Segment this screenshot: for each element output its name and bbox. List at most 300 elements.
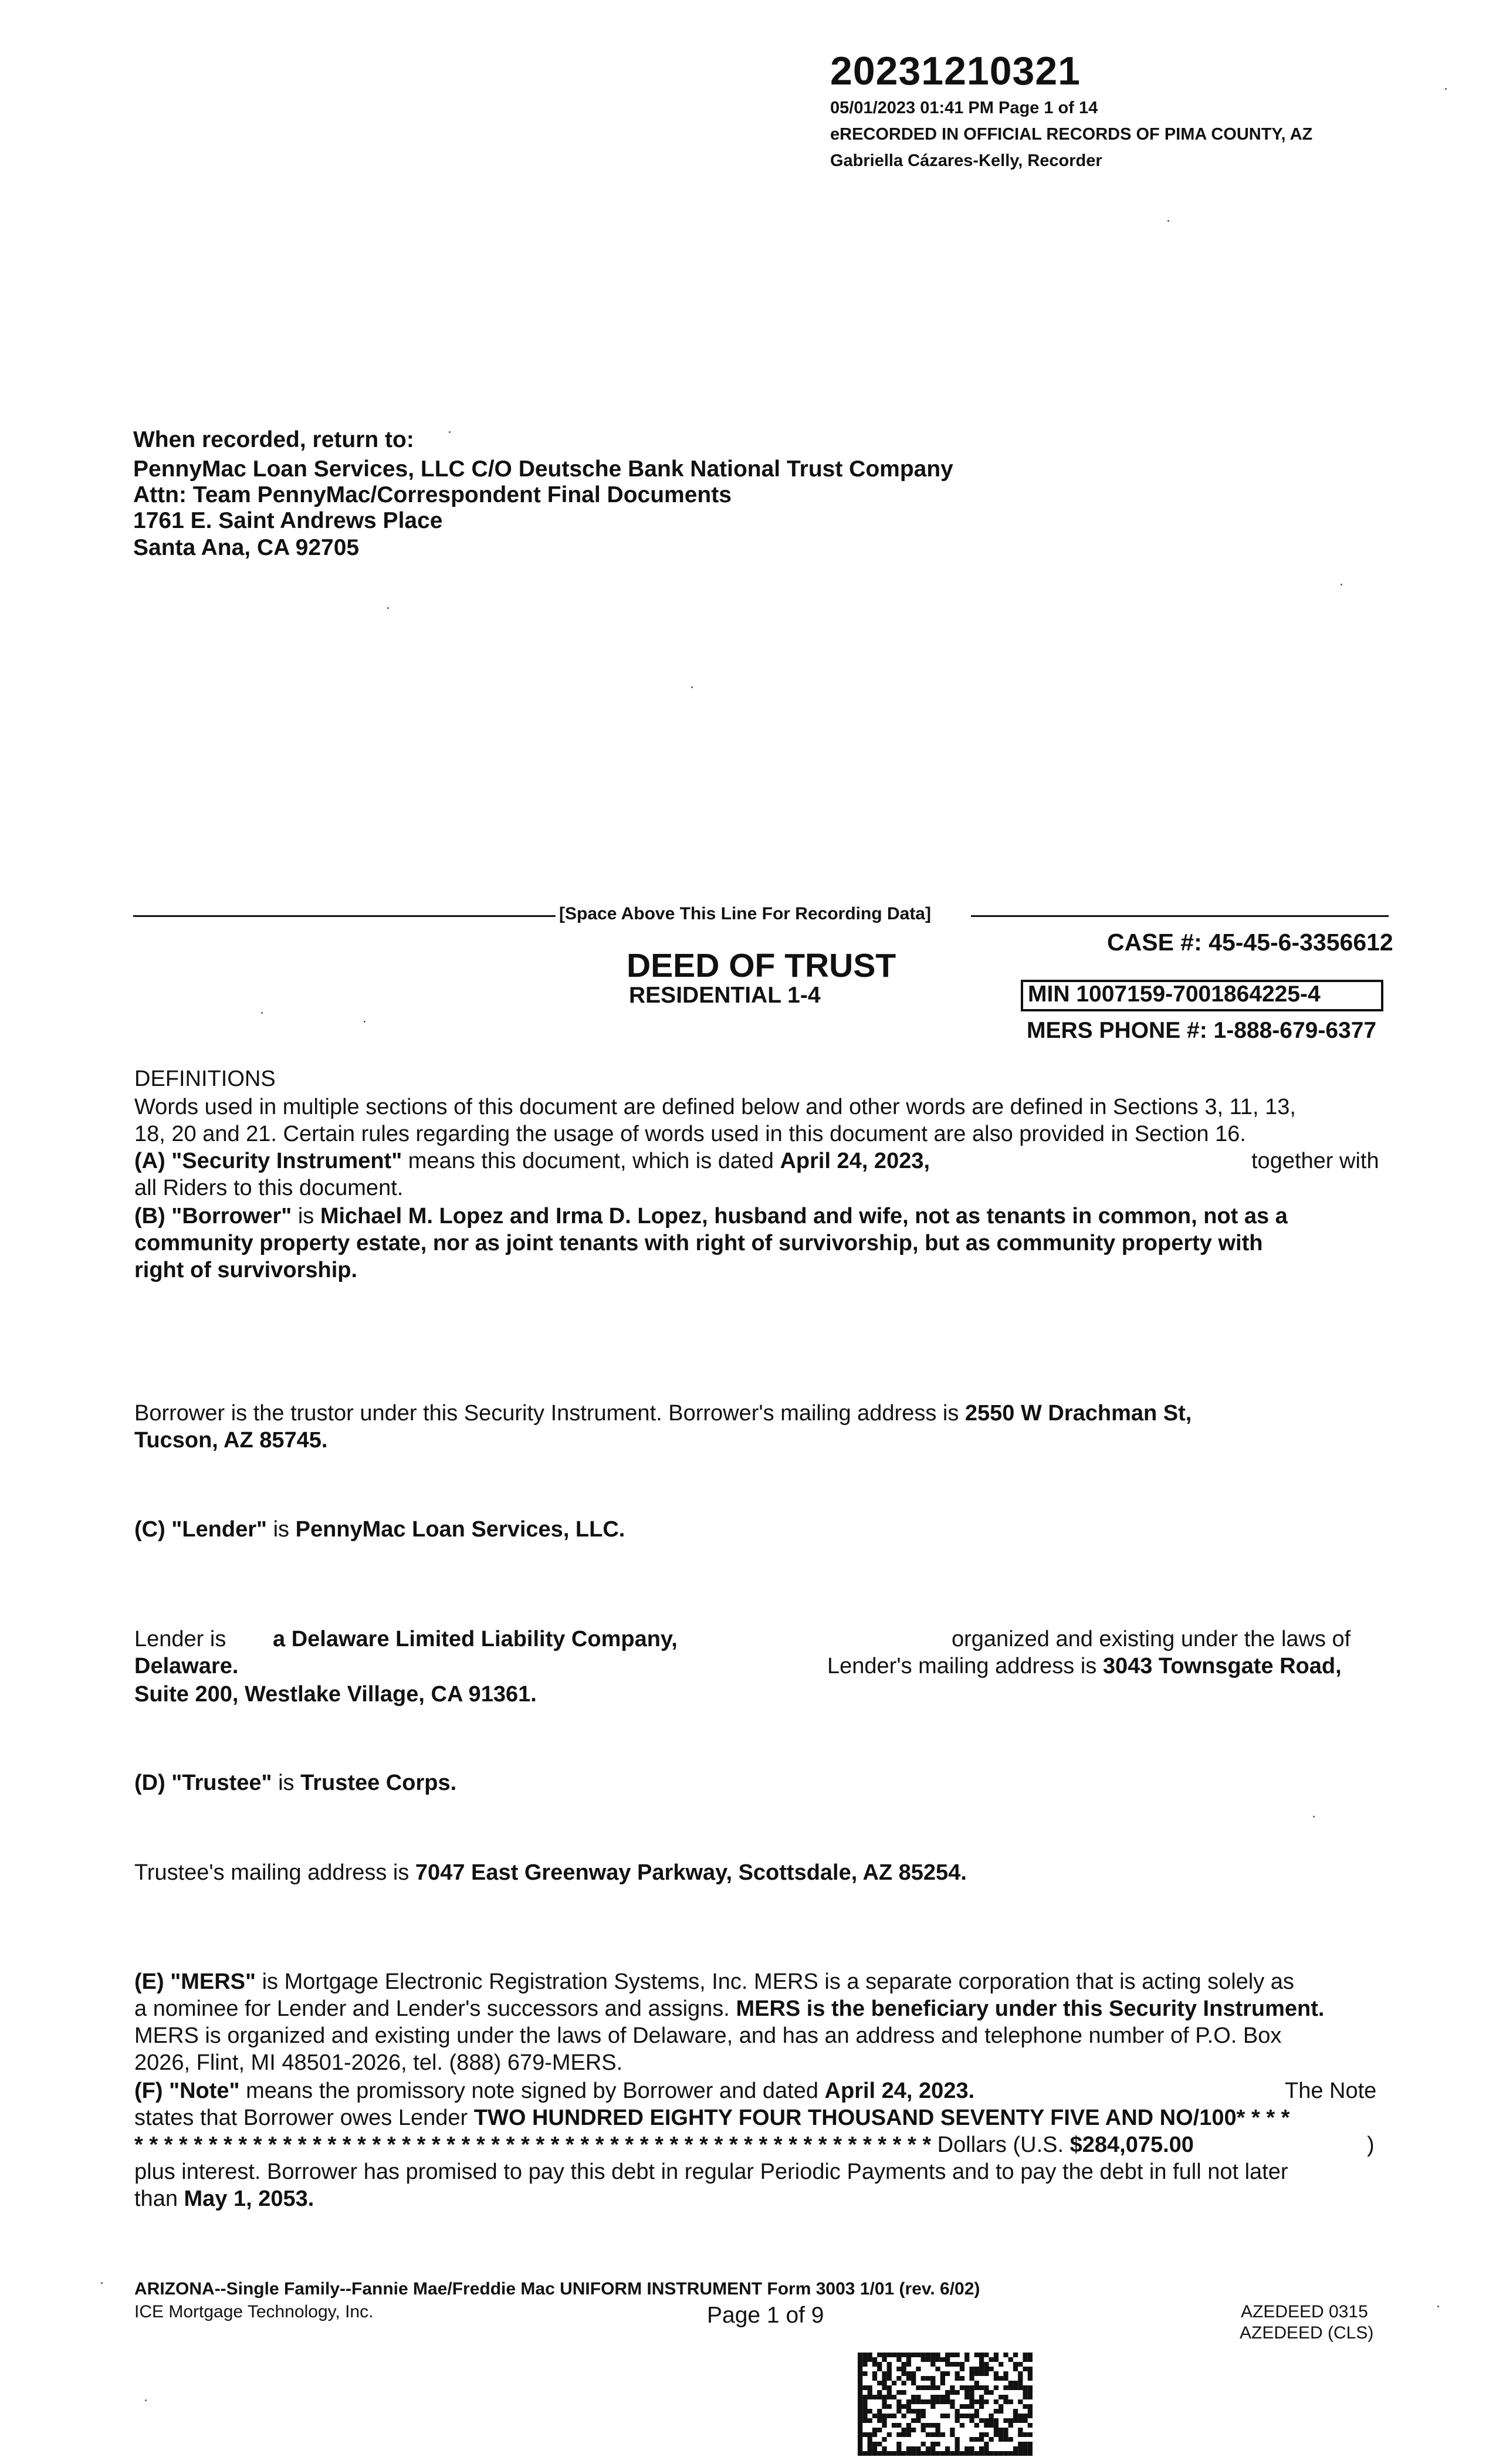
barcode-module	[862, 2357, 867, 2362]
barcode-module	[935, 2442, 940, 2446]
scan-speck	[261, 1012, 263, 1014]
barcode-module	[877, 2428, 882, 2432]
barcode-module	[916, 2385, 920, 2390]
barcode-module	[882, 2357, 886, 2362]
barcode-module	[1008, 2381, 1013, 2385]
barcode-module	[974, 2414, 979, 2418]
barcode-module	[999, 2362, 1003, 2367]
trustor-text: Borrower is the trustor under this Security Instrument. Borrower's mailing address is	[134, 1401, 965, 1426]
barcode-module	[940, 2432, 945, 2437]
barcode-module	[950, 2399, 955, 2404]
barcode-module	[930, 2362, 935, 2367]
barcode-module	[896, 2442, 901, 2446]
barcode-module	[989, 2437, 994, 2442]
barcode-module	[1028, 2404, 1033, 2409]
barcode-module	[1008, 2357, 1013, 2362]
barcode-module	[930, 2432, 935, 2437]
barcode-module	[979, 2353, 984, 2357]
footer-form: ARIZONA--Single Family--Fannie Mae/Freddie Mac UNIFORM INSTRUMENT Form 3003 1/01 (rev. 6/02)	[134, 2279, 980, 2299]
barcode-module	[974, 2409, 979, 2414]
barcode-module	[887, 2367, 892, 2371]
lender-address-2: Suite 200, Westlake Village, CA 91361.	[134, 1682, 537, 1707]
barcode-module	[979, 2404, 984, 2409]
barcode-module	[984, 2390, 989, 2395]
barcode-module	[1023, 2446, 1027, 2451]
barcode-module	[882, 2376, 886, 2381]
barcode-module	[945, 2357, 950, 2362]
barcode-module	[1023, 2442, 1027, 2446]
barcode-module	[906, 2353, 911, 2357]
barcode-module	[955, 2376, 960, 2381]
barcode-module	[862, 2414, 867, 2418]
barcode-module	[999, 2437, 1003, 2442]
barcode-module	[902, 2414, 906, 2418]
barcode-module	[969, 2385, 974, 2390]
barcode-module	[858, 2353, 862, 2357]
barcode-module	[1003, 2418, 1008, 2423]
barcode-module	[1013, 2409, 1018, 2414]
barcode-module	[974, 2367, 979, 2371]
barcode-module	[1028, 2357, 1033, 2362]
barcode-module	[887, 2376, 892, 2381]
barcode-module	[1028, 2451, 1033, 2456]
definition-a	[134, 1147, 930, 1175]
barcode-module	[969, 2404, 974, 2409]
barcode-module	[872, 2414, 877, 2418]
barcode-module	[964, 2390, 969, 2395]
barcode-module	[862, 2395, 867, 2399]
barcode-module	[868, 2418, 872, 2423]
barcode-module	[858, 2418, 862, 2423]
barcode-module	[906, 2404, 911, 2409]
footer-code-1: AZEDEED 0315	[1241, 2302, 1368, 2321]
barcode-module	[921, 2409, 926, 2414]
definition-d-is: is	[272, 1771, 301, 1795]
barcode-module	[877, 2395, 882, 2399]
barcode-module	[1028, 2432, 1033, 2437]
barcode-module	[1013, 2353, 1018, 2357]
scan-speck	[449, 431, 451, 433]
recording-number: 20231210321	[830, 49, 1081, 93]
barcode-module	[872, 2442, 877, 2446]
trustor-line	[134, 1399, 1192, 1427]
mers-phone: MERS PHONE #: 1-888-679-6377	[1027, 1018, 1377, 1043]
barcode-module	[955, 2414, 960, 2418]
barcode-module	[974, 2353, 979, 2357]
barcode-module	[1023, 2418, 1027, 2423]
barcode-module	[911, 2409, 916, 2414]
barcode-module	[1028, 2371, 1033, 2376]
barcode-module	[902, 2432, 906, 2437]
borrower-names-line-1: Michael M. Lopez and Irma D. Lopez, husband and wife, not as tenants in common, not as a	[320, 1204, 1288, 1228]
barcode-module	[882, 2446, 886, 2451]
barcode-module	[964, 2446, 969, 2451]
footer-vendor: ICE Mortgage Technology, Inc.	[134, 2302, 374, 2321]
barcode-module	[979, 2395, 984, 2399]
definition-c-label: (C) "Lender"	[134, 1517, 268, 1542]
barcode-module	[984, 2385, 989, 2390]
scan-speck	[364, 1021, 365, 1023]
definition-a-line-2: all Riders to this document.	[134, 1176, 404, 1200]
barcode-module	[916, 2451, 920, 2456]
barcode-module	[862, 2432, 867, 2437]
security-instrument-date: April 24, 2023,	[780, 1149, 930, 1173]
barcode-module	[921, 2353, 926, 2357]
barcode-module	[999, 2428, 1003, 2432]
barcode-module	[892, 2395, 896, 2399]
definition-e-label: (E) "MERS"	[134, 1969, 256, 1994]
lender-state: Delaware.	[134, 1654, 239, 1678]
barcode-module	[979, 2357, 984, 2362]
barcode-module	[882, 2404, 886, 2409]
barcode-module	[960, 2362, 964, 2367]
barcode-module	[858, 2390, 862, 2395]
barcode-module	[960, 2414, 964, 2418]
barcode-module	[906, 2446, 911, 2451]
barcode-module	[872, 2432, 877, 2437]
barcode-module	[989, 2418, 994, 2423]
barcode-module	[950, 2385, 955, 2390]
barcode-module	[1018, 2414, 1023, 2418]
trustee-mailing	[134, 1859, 967, 1887]
barcode-module	[955, 2409, 960, 2414]
barcode-module	[862, 2353, 867, 2357]
barcode-module	[969, 2414, 974, 2418]
note-amount-words: TWO HUNDRED EIGHTY FOUR THOUSAND SEVENTY FIVE AND NO/100* * * *	[473, 2106, 1290, 2130]
barcode-module	[896, 2376, 901, 2381]
definition-b	[134, 1202, 1288, 1230]
definition-e-line-3: MERS is organized and existing under the laws of Delaware, and has an address and telephone number of P.O. Box	[134, 2023, 1282, 2048]
barcode-module	[999, 2376, 1003, 2381]
scan-speck	[1445, 88, 1447, 90]
barcode-module	[960, 2423, 964, 2428]
barcode-module	[887, 2414, 892, 2418]
barcode-module	[882, 2418, 886, 2423]
min-number: MIN 1007159-7001864225-4	[1028, 981, 1321, 1007]
barcode-module	[964, 2414, 969, 2418]
barcode-module	[902, 2367, 906, 2371]
barcode-module	[872, 2371, 877, 2376]
scan-speck	[145, 2399, 147, 2401]
barcode-module	[935, 2451, 940, 2456]
barcode-module	[945, 2414, 950, 2418]
barcode-module	[896, 2404, 901, 2409]
barcode-module	[868, 2451, 872, 2456]
barcode-module	[877, 2409, 882, 2414]
barcode-module	[984, 2432, 989, 2437]
barcode-module	[979, 2451, 984, 2456]
barcode-module	[979, 2437, 984, 2442]
barcode-module	[926, 2423, 930, 2428]
barcode-module	[999, 2409, 1003, 2414]
barcode-module	[940, 2381, 945, 2385]
barcode-module	[1008, 2423, 1013, 2428]
barcode-module	[911, 2353, 916, 2357]
barcode-module	[1003, 2376, 1008, 2381]
barcode-module	[868, 2353, 872, 2357]
barcode-module	[964, 2353, 969, 2357]
barcode-module	[1028, 2385, 1033, 2390]
barcode-module	[935, 2423, 940, 2428]
barcode-module	[1013, 2451, 1018, 2456]
barcode-module	[930, 2446, 935, 2451]
barcode-module	[906, 2423, 911, 2428]
barcode-module	[969, 2376, 974, 2381]
barcode-module	[858, 2376, 862, 2381]
barcode-module	[921, 2385, 926, 2390]
barcode-module	[1018, 2446, 1023, 2451]
return-to-heading: When recorded, return to:	[133, 427, 414, 452]
barcode-module	[984, 2418, 989, 2423]
barcode-module	[902, 2390, 906, 2395]
maturity-date: May 1, 2053.	[184, 2187, 314, 2211]
barcode-module	[989, 2357, 994, 2362]
barcode-module	[1003, 2432, 1008, 2437]
barcode-module	[858, 2442, 862, 2446]
barcode-module	[1013, 2362, 1018, 2367]
barcode-module	[974, 2423, 979, 2428]
definition-a-text: means this document, which is dated	[402, 1149, 780, 1173]
barcode-module	[882, 2414, 886, 2418]
barcode-module	[921, 2357, 926, 2362]
barcode-module	[926, 2376, 930, 2381]
recorder-name: Gabriella Cázares-Kelly, Recorder	[830, 151, 1102, 170]
barcode-module	[930, 2442, 935, 2446]
barcode-module	[974, 2451, 979, 2456]
barcode-module	[1013, 2414, 1018, 2418]
barcode-module	[887, 2404, 892, 2409]
barcode-module	[1018, 2362, 1023, 2367]
barcode-module	[994, 2385, 999, 2390]
barcode-module	[935, 2428, 940, 2432]
borrower-names-line-3: right of survivorship.	[134, 1258, 358, 1282]
barcode-module	[994, 2357, 999, 2362]
2d-barcode-icon	[858, 2353, 1033, 2456]
barcode-module	[862, 2385, 867, 2390]
barcode-module	[945, 2362, 950, 2367]
document-subtitle: RESIDENTIAL 1-4	[629, 983, 821, 1008]
barcode-module	[974, 2371, 979, 2376]
barcode-module	[960, 2376, 964, 2381]
barcode-module	[1013, 2385, 1018, 2390]
barcode-module	[955, 2418, 960, 2423]
barcode-module	[858, 2446, 862, 2451]
barcode-module	[887, 2390, 892, 2395]
barcode-module	[882, 2437, 886, 2442]
barcode-module	[906, 2409, 911, 2414]
barcode-module	[1023, 2357, 1027, 2362]
barcode-module	[858, 2437, 862, 2442]
barcode-module	[906, 2362, 911, 2367]
borrower-names-line-2: community property estate, nor as joint tenants with right of survivorship, but as community property with	[134, 1231, 1263, 1255]
barcode-module	[906, 2451, 911, 2456]
barcode-module	[1018, 2385, 1023, 2390]
barcode-module	[858, 2423, 862, 2428]
barcode-module	[887, 2353, 892, 2357]
barcode-module	[969, 2446, 974, 2451]
lender-type: a Delaware Limited Liability Company,	[273, 1627, 678, 1651]
barcode-module	[935, 2367, 940, 2371]
barcode-module	[930, 2357, 935, 2362]
barcode-module	[872, 2395, 877, 2399]
barcode-module	[872, 2451, 877, 2456]
barcode-module	[911, 2428, 916, 2432]
barcode-module	[950, 2451, 955, 2456]
barcode-module	[877, 2418, 882, 2423]
barcode-module	[969, 2437, 974, 2442]
barcode-module	[1028, 2353, 1033, 2357]
barcode-module	[979, 2399, 984, 2404]
barcode-module	[868, 2390, 872, 2395]
barcode-module	[858, 2395, 862, 2399]
barcode-module	[984, 2367, 989, 2371]
lender-mailing-label: Lender's mailing address is	[827, 1654, 1103, 1678]
barcode-module	[984, 2446, 989, 2451]
barcode-module	[906, 2376, 911, 2381]
barcode-module	[950, 2428, 955, 2432]
definition-e-line-4: 2026, Flint, MI 48501-2026, tel. (888) 679-MERS.	[134, 2050, 623, 2075]
definitions-intro-2: 18, 20 and 21. Certain rules regarding the usage of words used in this document are also provided in Section 16.	[134, 1122, 1246, 1146]
barcode-module	[868, 2437, 872, 2442]
barcode-module	[877, 2381, 882, 2385]
barcode-module	[964, 2404, 969, 2409]
barcode-module	[868, 2442, 872, 2446]
scan-speck	[691, 686, 693, 688]
barcode-module	[945, 2451, 950, 2456]
barcode-module	[911, 2381, 916, 2385]
barcode-module	[945, 2395, 950, 2399]
barcode-module	[858, 2385, 862, 2390]
barcode-module	[896, 2390, 901, 2395]
barcode-module	[940, 2357, 945, 2362]
return-to-line-2: Attn: Team PennyMac/Correspondent Final Documents	[133, 482, 732, 507]
definition-a-tail: together with	[1251, 1149, 1379, 1173]
barcode-module	[921, 2414, 926, 2418]
definition-f-text: means the promissory note signed by Borrower and dated	[239, 2079, 825, 2103]
lender-address-1: 3043 Townsgate Road,	[1102, 1654, 1342, 1678]
barcode-module	[921, 2399, 926, 2404]
barcode-module	[1018, 2451, 1023, 2456]
barcode-module	[1023, 2367, 1027, 2371]
barcode-module	[1013, 2381, 1018, 2385]
definition-e	[134, 1968, 1294, 1996]
barcode-module	[896, 2367, 901, 2371]
footer-page: Page 1 of 9	[707, 2303, 824, 2328]
barcode-module	[858, 2404, 862, 2409]
barcode-module	[906, 2428, 911, 2432]
borrower-address-1: 2550 W Drachman St,	[964, 1401, 1192, 1426]
barcode-module	[974, 2385, 979, 2390]
definition-c-is: is	[267, 1517, 296, 1542]
scan-speck	[1437, 2306, 1439, 2307]
barcode-module	[1028, 2390, 1033, 2395]
barcode-module	[999, 2451, 1003, 2456]
barcode-module	[926, 2432, 930, 2437]
barcode-module	[877, 2353, 882, 2357]
barcode-module	[955, 2390, 960, 2395]
barcode-module	[950, 2404, 955, 2409]
barcode-module	[887, 2395, 892, 2399]
barcode-module	[955, 2442, 960, 2446]
barcode-module	[858, 2409, 862, 2414]
barcode-module	[1028, 2395, 1033, 2399]
barcode-module	[979, 2432, 984, 2437]
barcode-module	[858, 2371, 862, 2376]
barcode-module	[935, 2432, 940, 2437]
barcode-module	[940, 2395, 945, 2399]
barcode-module	[892, 2381, 896, 2385]
barcode-module	[955, 2446, 960, 2451]
barcode-module	[1003, 2395, 1008, 2399]
barcode-module	[1003, 2385, 1008, 2390]
barcode-module	[935, 2385, 940, 2390]
barcode-module	[1003, 2399, 1008, 2404]
barcode-module	[872, 2446, 877, 2451]
barcode-module	[911, 2376, 916, 2381]
definition-f-tail: The Note	[1285, 2079, 1377, 2103]
barcode-module	[868, 2409, 872, 2414]
barcode-module	[926, 2357, 930, 2362]
barcode-module	[921, 2451, 926, 2456]
barcode-module	[921, 2442, 926, 2446]
definition-f-line-2	[134, 2104, 1289, 2132]
barcode-module	[877, 2362, 882, 2367]
barcode-module	[1028, 2442, 1033, 2446]
barcode-module	[911, 2399, 916, 2404]
barcode-module	[1028, 2423, 1033, 2428]
barcode-module	[896, 2423, 901, 2428]
scan-speck	[1167, 220, 1169, 222]
barcode-module	[902, 2381, 906, 2385]
scan-speck	[1313, 1816, 1315, 1817]
return-to-line-1: PennyMac Loan Services, LLC C/O Deutsche Bank National Trust Company	[133, 456, 953, 482]
barcode-module	[906, 2432, 911, 2437]
barcode-module	[945, 2371, 950, 2376]
barcode-module	[955, 2371, 960, 2376]
barcode-module	[960, 2367, 964, 2371]
barcode-module	[921, 2428, 926, 2432]
barcode-module	[979, 2362, 984, 2367]
barcode-module	[1003, 2437, 1008, 2442]
barcode-module	[1018, 2376, 1023, 2381]
barcode-module	[969, 2371, 974, 2376]
return-to-line-4: Santa Ana, CA 92705	[133, 535, 360, 560]
barcode-module	[1018, 2418, 1023, 2423]
barcode-module	[926, 2385, 930, 2390]
barcode-module	[862, 2418, 867, 2423]
definition-f	[134, 2077, 974, 2105]
barcode-module	[896, 2446, 901, 2451]
barcode-module	[858, 2381, 862, 2385]
barcode-module	[935, 2399, 940, 2404]
barcode-module	[984, 2423, 989, 2428]
barcode-module	[994, 2432, 999, 2437]
barcode-module	[872, 2376, 877, 2381]
barcode-module	[926, 2451, 930, 2456]
barcode-module	[906, 2399, 911, 2404]
trustee-name: Trustee Corps.	[300, 1771, 457, 1795]
barcode-module	[902, 2404, 906, 2409]
barcode-module	[868, 2385, 872, 2390]
barcode-module	[1023, 2451, 1027, 2456]
barcode-module	[964, 2395, 969, 2399]
barcode-module	[862, 2362, 867, 2367]
barcode-module	[902, 2451, 906, 2456]
barcode-module	[882, 2385, 886, 2390]
barcode-module	[1023, 2353, 1027, 2357]
barcode-module	[1023, 2414, 1027, 2418]
barcode-module	[906, 2357, 911, 2362]
